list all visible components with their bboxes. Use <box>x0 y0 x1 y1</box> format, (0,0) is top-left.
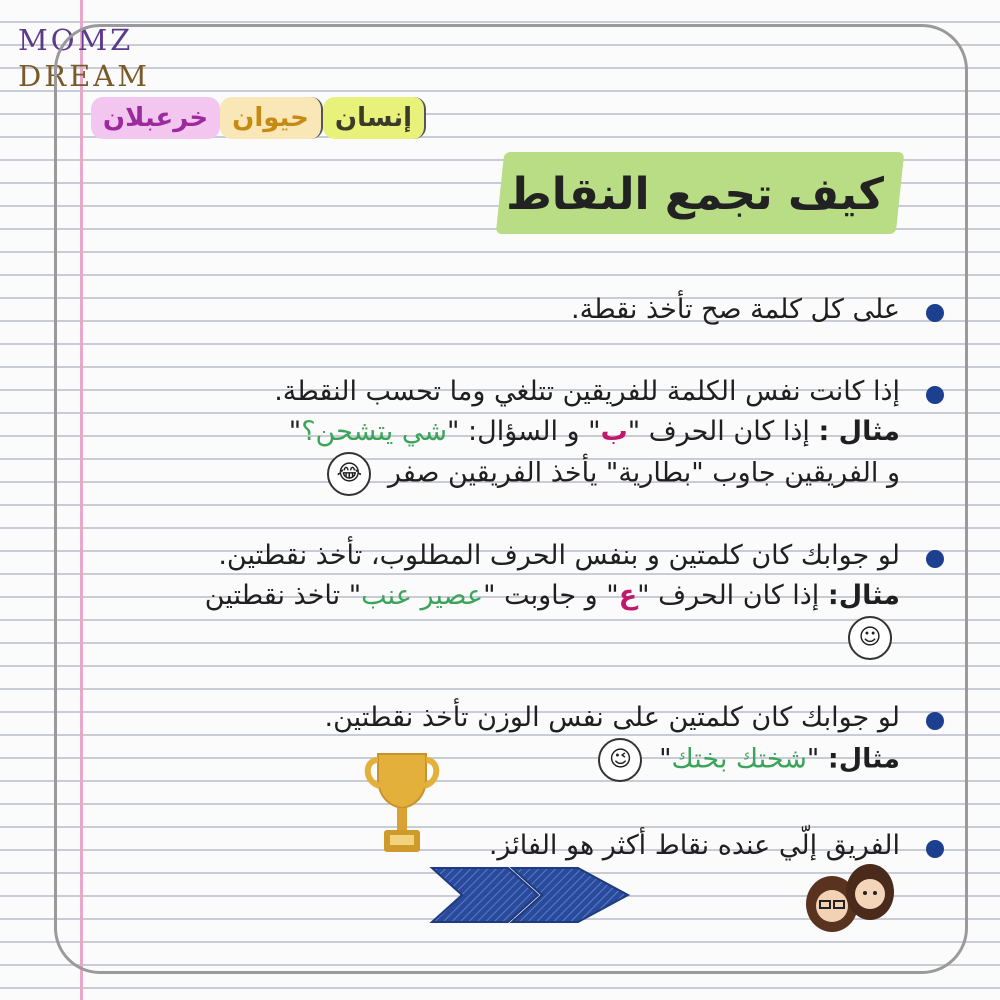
game-title <box>86 86 426 150</box>
rule-text: لو جوابك كان كلمتين على نفس الوزن تأخذ نقطتين. <box>324 702 900 733</box>
example-answer: عصير عنب <box>361 580 484 611</box>
example-text: " و جاوبت " <box>483 580 619 611</box>
rule-text: على كل كلمة صح تأخذ نقطة. <box>571 294 900 325</box>
example-label: مثال: <box>827 743 900 775</box>
rule-example-line2 <box>164 452 900 496</box>
bullet-icon <box>926 386 944 404</box>
game-title-part3: خرعبلان <box>91 97 220 139</box>
rules-list <box>164 290 944 866</box>
example-text: و الفريقين جاوب "بطارية" يأخذ الفريقين صفر <box>387 457 900 489</box>
laughing-face-icon: 😂 <box>327 452 371 496</box>
winking-face-icon: 😉 <box>598 738 642 782</box>
example-text: " <box>806 743 820 775</box>
rule-text: لو جوابك كان كلمتين و بنفس الحرف المطلوب، تأخذ نقطتين. <box>218 540 900 571</box>
example-question: شي يتشحن؟ <box>301 416 447 447</box>
double-arrow-icon <box>428 860 638 930</box>
example-text: إذا كان الحرف " <box>627 416 810 447</box>
trophy-icon <box>360 748 444 858</box>
game-title-part2: حيوان <box>220 97 323 139</box>
example-letter: ع <box>618 580 638 611</box>
rule-item <box>164 536 944 660</box>
page-title: كيف تجمع النقاط <box>506 168 884 220</box>
example-letter: ب <box>600 416 628 447</box>
example-label: مثال: <box>827 580 900 611</box>
example-label: مثال : <box>818 416 900 447</box>
rule-text: الفريق إلّي عنده نقاط أكثر هو الفائز. <box>488 830 900 861</box>
rule-item <box>164 698 944 782</box>
smiling-face-icon: ☺ <box>848 616 892 660</box>
bullet-icon <box>926 840 944 858</box>
example-text: " <box>288 416 302 447</box>
rule-item <box>164 372 944 496</box>
rule-example <box>164 412 900 452</box>
rule-example <box>164 738 900 782</box>
bullet-icon <box>926 304 944 322</box>
game-title-part1: إنسان <box>323 97 426 139</box>
brand-logo-line2: DREAM <box>18 59 150 93</box>
example-text: إذا كان الحرف " <box>637 580 820 611</box>
example-text: " <box>659 743 672 775</box>
author-avatars <box>798 860 908 936</box>
rule-example <box>164 576 900 660</box>
example-text: " تاخذ نقطتين <box>204 580 362 611</box>
rule-item <box>164 290 944 330</box>
bullet-icon <box>926 550 944 568</box>
bullet-icon <box>926 712 944 730</box>
example-answer: شختك بختك <box>671 743 807 775</box>
example-text: " و السؤال: " <box>446 416 601 447</box>
brand-logo-line1: MOMZ <box>18 23 134 57</box>
rule-text: إذا كانت نفس الكلمة للفريقين تتلغي وما تحسب النقطة. <box>274 376 900 407</box>
